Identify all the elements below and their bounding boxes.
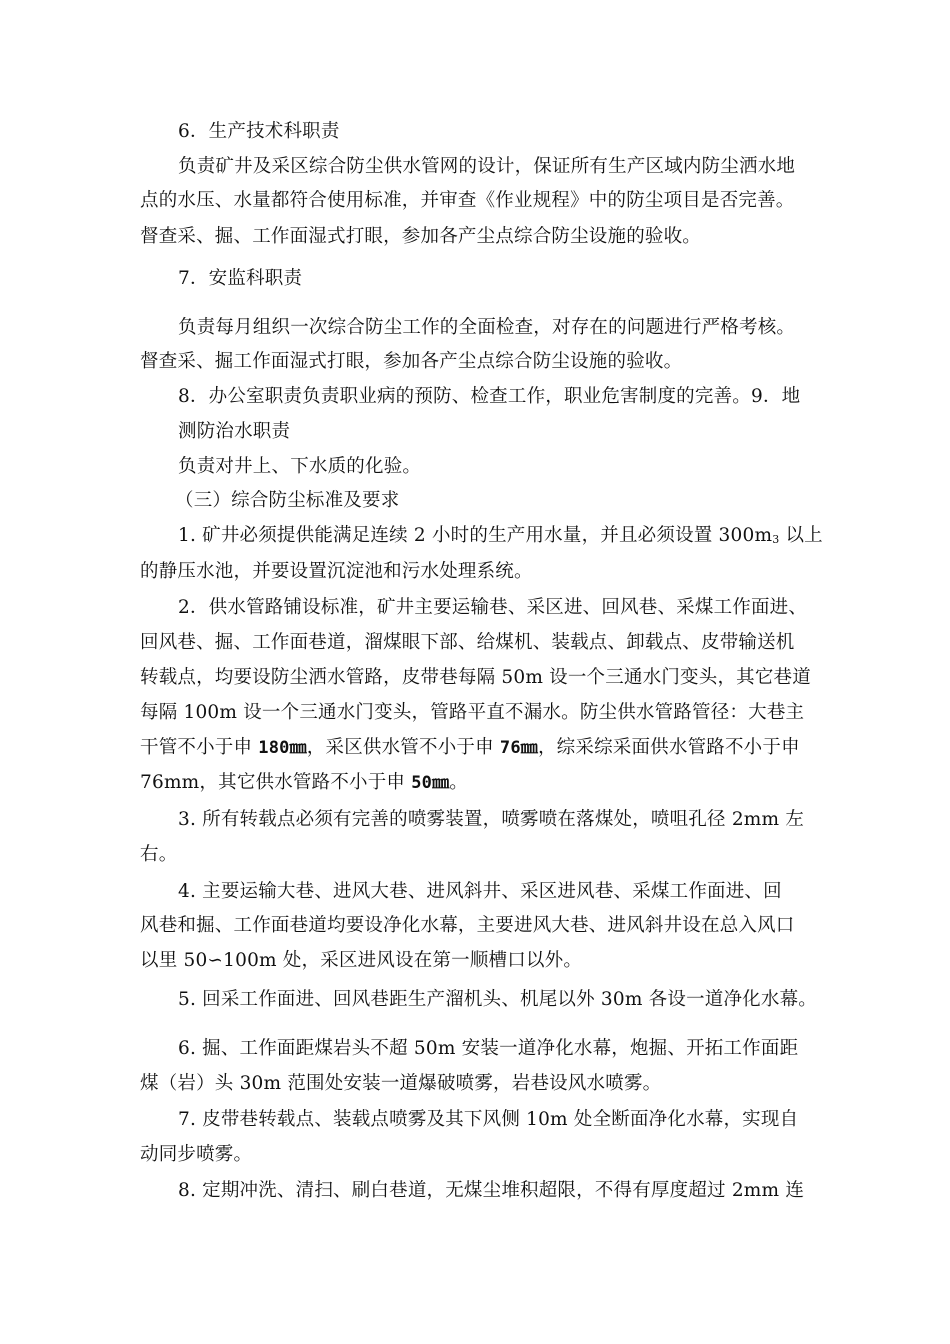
text-run: 1. 矿井必须提供能满足连续 2 小时的生产用水量，并且必须设置 300m xyxy=(178,525,773,546)
requirement-7-line: 7. 皮带巷转载点、装载点喷雾及其下风侧 10m 处全断面净化水幕，实现自 xyxy=(178,1109,799,1130)
text-run: 以上 xyxy=(779,525,823,546)
paragraph-line: 以里 50∽100m 处，采区进风设在第一顺槽口以外。 xyxy=(140,950,583,971)
paragraph-line: 转载点，均要设防尘洒水管路，皮带巷每隔 50m 设一个三通水门变头，其它巷道 xyxy=(140,667,811,688)
part-3-heading: （三）综合防尘标准及要求 xyxy=(175,490,400,511)
paragraph-line: 负责矿井及采区综合防尘供水管网的设计，保证所有生产区域内防尘洒水地 xyxy=(178,156,796,177)
section-7-heading: 7．安监科职责 xyxy=(178,268,303,289)
paragraph-line: 负责对井上、下水质的化验。 xyxy=(178,456,422,477)
pipe-size: 50㎜ xyxy=(411,773,450,793)
paragraph-line: 负责每月组织一次综合防尘工作的全面检查，对存在的问题进行严格考核。 xyxy=(178,317,796,338)
pipe-size: 180㎜ xyxy=(258,738,307,758)
paragraph-line xyxy=(140,771,468,795)
paragraph-line: 动同步喷雾。 xyxy=(140,1144,253,1165)
paragraph-line: 风巷和掘、工作面巷道均要设净化水幕，主要进风大巷、进风斜井设在总入风口 xyxy=(140,915,795,936)
text-run: ，综采综采面供水管路不小于申 xyxy=(537,737,800,758)
requirement-3-line: 3. 所有转载点必须有完善的喷雾装置，喷雾喷在落煤处，喷咀孔径 2mm 左 xyxy=(178,809,805,830)
text-run: 。 xyxy=(449,772,468,793)
requirement-2-line: 2．供水管路铺设标准，矿井主要运输巷、采区进、回风巷、采煤工作面进、 xyxy=(178,597,808,618)
paragraph-line: 回风巷、掘、工作面巷道，溜煤眼下部、给煤机、装载点、卸载点、皮带输送机 xyxy=(140,632,795,653)
section-9-heading: 测防治水职责 xyxy=(178,421,291,442)
paragraph-line: 煤（岩）头 30m 范围处安装一道爆破喷雾，岩巷设风水喷雾。 xyxy=(140,1073,662,1094)
paragraph-line: 的静压水池，并要设置沉淀池和污水处理系统。 xyxy=(140,561,533,582)
text-run: ，采区供水管不小于申 xyxy=(306,737,500,758)
paragraph-line: 督查采、掘工作面湿式打眼，参加各产尘点综合防尘设施的验收。 xyxy=(140,351,683,372)
requirement-6-line: 6. 掘、工作面距煤岩头不超 50m 安装一道净化水幕，炮掘、开拓工作面距 xyxy=(178,1038,799,1059)
paragraph-line: 督查采、掘、工作面湿式打眼，参加各产尘点综合防尘设施的验收。 xyxy=(140,226,702,247)
requirement-8-line: 8. 定期冲洗、清扫、刷白巷道，无煤尘堆积超限，不得有厚度超过 2mm 连 xyxy=(178,1180,805,1201)
section-8-heading: 8．办公室职责负责职业病的预防、检查工作，职业危害制度的完善。9．地 xyxy=(178,386,801,407)
superscript-unit: 3 xyxy=(772,533,780,546)
paragraph-line xyxy=(140,736,800,760)
requirement-4-line: 4. 主要运输大巷、进风大巷、进风斜井、采区进风巷、采煤工作面进、回 xyxy=(178,881,782,902)
pipe-size: 76㎜ xyxy=(499,738,538,758)
requirement-5-line: 5. 回采工作面进、回风巷距生产溜机头、机尾以外 30m 各设一道净化水幕。 xyxy=(178,989,817,1010)
section-6-heading: 6．生产技术科职责 xyxy=(178,121,340,142)
text-run: 干管不小于申 xyxy=(140,737,259,758)
paragraph-line: 每隔 100m 设一个三通水门变头，管路平直不漏水。防尘供水管路管径：大巷主 xyxy=(140,702,805,723)
paragraph-line: 点的水压、水量都符合使用标准，并审查《作业规程》中的防尘项目是否完善。 xyxy=(140,190,795,211)
paragraph-line: 右。 xyxy=(140,844,178,865)
text-run: 76mm，其它供水管路不小于申 xyxy=(140,772,412,793)
requirement-1-line xyxy=(178,524,823,552)
